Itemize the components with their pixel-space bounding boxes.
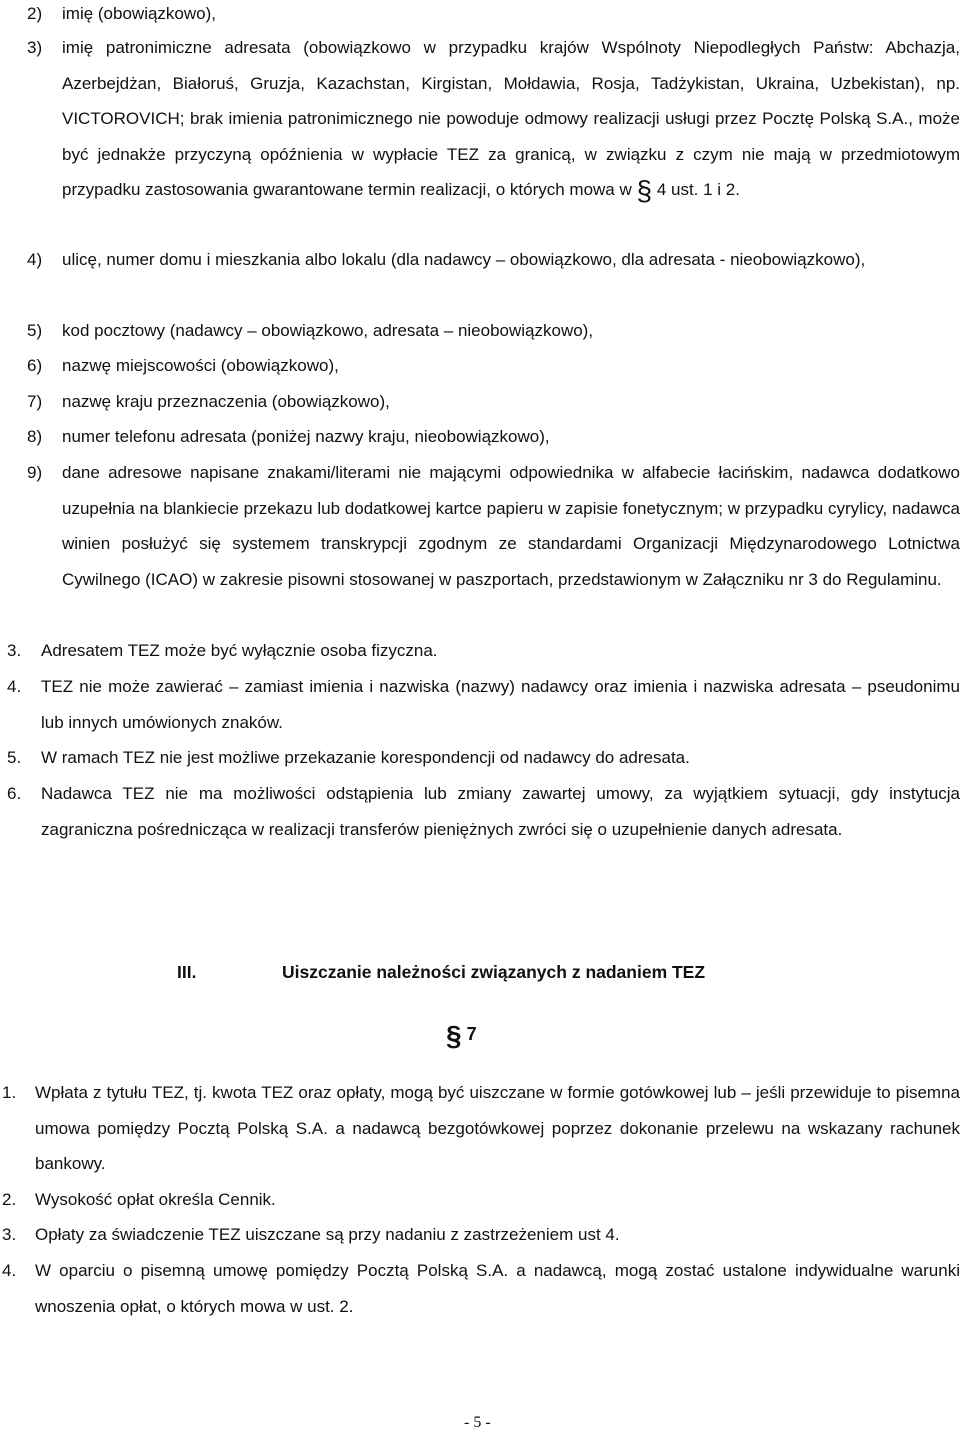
point-item: W oparciu o pisemną umowę pomiędzy Pocztą Polską S.A. a nadawcą, mogą zostać ustalone indywidualne warunki wnoszenia opłat, o których mowa w ust. 2. (35, 1261, 960, 1316)
paragraph-heading (446, 1022, 477, 1050)
point-item: Wpłata z tytułu TEZ, tj. kwota TEZ oraz opłaty, mogą być uiszczane w formie gotówkowej lub – jeśli przewiduje to pisemna umowa pomiędzy Pocztą Polską S.A. a nadawcą bezgotówkowej poprzez dokonanie przelewu na wskazany rachunek bankowy. (35, 1083, 960, 1173)
point-item: Adresatem TEZ może być wyłącznie osoba fizyczna. (41, 641, 438, 660)
section-number: III. (177, 962, 197, 982)
page-number: - 5 - (464, 1414, 491, 1431)
list-item-tail: 4 ust. 1 i 2. (656, 180, 740, 199)
item-number: 7) (27, 392, 43, 411)
item-number: 8) (27, 427, 43, 446)
list-item: nazwę kraju przeznaczenia (obowiązkowo), (62, 392, 390, 411)
paragraph-sign: § (636, 175, 653, 206)
item-number: 5) (27, 321, 43, 340)
item-number: 9) (27, 463, 43, 482)
point-number: 1. (2, 1083, 17, 1102)
point-number: 5. (7, 748, 22, 767)
point-item: Wysokość opłat określa Cennik. (35, 1190, 276, 1209)
point-number: 6. (7, 784, 22, 803)
list-item: imię (obowiązkowo), (62, 4, 216, 23)
point-number: 2. (2, 1190, 17, 1209)
point-item: Nadawca TEZ nie ma możliwości odstąpienia lub zmiany zawartej umowy, za wyjątkiem sytuacji, gdy instytucja zagraniczna pośrednicząca w realizacji transferów pieniężnych zwróci się o uzupełnienie danych adresata. (41, 784, 960, 839)
list-item: kod pocztowy (nadawcy – obowiązkowo, adresata – nieobowiązkowo), (62, 321, 594, 340)
list-item (62, 30, 960, 208)
point-number: 3. (2, 1225, 17, 1244)
point-item: W ramach TEZ nie jest możliwe przekazanie korespondencji od nadawcy do adresata. (41, 748, 690, 767)
point-number: 3. (7, 641, 22, 660)
paragraph-number: 7 (466, 1024, 477, 1044)
paragraph-sign: § (446, 1020, 462, 1051)
item-number: 4) (27, 250, 43, 269)
point-item: TEZ nie może zawierać – zamiast imienia i nazwiska (nazwy) nadawcy oraz imienia i nazwiska adresata – pseudonimu lub innych umówionych znaków. (41, 677, 960, 732)
point-number: 4. (7, 677, 22, 696)
list-item: dane adresowe napisane znakami/literami nie mającymi odpowiednika w alfabecie łacińskim, nadawca dodatkowo uzupełnia na blankiecie przekazu lub dodatkowej kartce papieru w zapisie fonetycznym; w przypadku cyrylicy, nadawca winien posłużyć się systemem transkrypcji zgodnym ze standardami Organizacji Międzynarodowego Lotnictwa Cywilnego (ICAO) w zakresie pisowni stosowanej w paszportach, przedstawionym w Załączniku nr 3 do Regulaminu. (62, 463, 960, 589)
point-number: 4. (2, 1261, 17, 1280)
list-item-text: imię patronimiczne adresata (obowiązkowo w przypadku krajów Wspólnoty Niepodległych Państw: Abchazja, Azerbejdżan, Białoruś, Gruzja, Kazachstan, Kirgistan, Mołdawia, Rosja, Tadżykistan, Ukraina, Uzbekistan), np. VICTOROVICH; brak imienia patronimicznego nie powoduje odmowy realizacji usługi przez Pocztę Polską S.A., może być jednakże przyczyną opóźnienia w wypłacie TEZ za granicą, w związku z czym nie mają w przedmiotowym przypadku zastosowania gwarantowane termin realizacji, o których mowa w (62, 38, 960, 199)
section-title: Uiszczanie należności związanych z nadaniem TEZ (282, 962, 706, 982)
list-item: nazwę miejscowości (obowiązkowo), (62, 356, 339, 375)
item-number: 6) (27, 356, 43, 375)
list-item: ulicę, numer domu i mieszkania albo lokalu (dla nadawcy – obowiązkowo, dla adresata - nieobowiązkowo), (62, 250, 866, 269)
list-item: numer telefonu adresata (poniżej nazwy kraju, nieobowiązkowo), (62, 427, 550, 446)
point-item: Opłaty za świadczenie TEZ uiszczane są przy nadaniu z zastrzeżeniem ust 4. (35, 1225, 620, 1244)
item-number: 3) (27, 38, 43, 57)
item-number: 2) (27, 4, 43, 23)
